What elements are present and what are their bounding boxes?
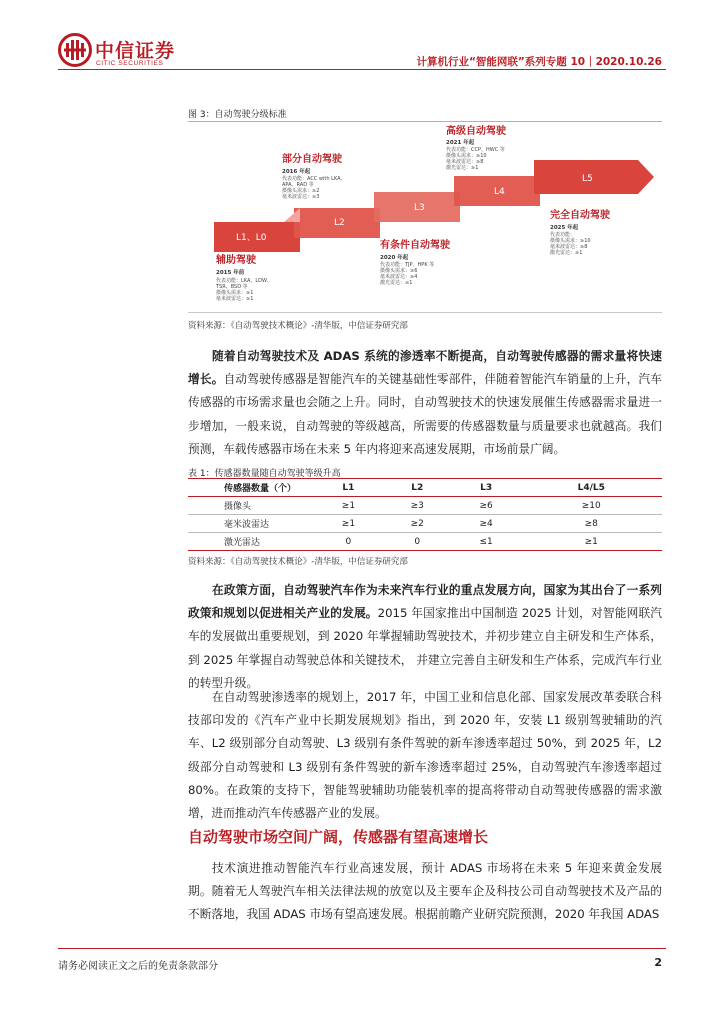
step-l5 <box>534 160 654 194</box>
label-l2-line: 毫米波雷达：≥3 <box>282 194 320 200</box>
table-header-cell: L1 <box>314 479 383 497</box>
label-l4-line: 代表功能：CCP、HWC 等 <box>446 147 505 153</box>
step-label-l3: L3 <box>414 203 425 213</box>
table-cell: ≤1 <box>452 533 521 551</box>
table-cell: ≥10 <box>521 497 662 515</box>
label-l4-name: 高级自动驾驶 <box>446 126 506 137</box>
footer-disclaimer: 请务必阅读正文之后的免责条款部分 <box>58 961 218 972</box>
figure-source: 资料来源：《自动驾驶技术概论》-清华版，中信证券研究部 <box>188 321 408 331</box>
label-l2-line: APA、RAD 等 <box>282 182 314 188</box>
table-header-cell: 传感器数量（个） <box>188 479 314 497</box>
table-cell: ≥3 <box>383 497 452 515</box>
table-cell: 0 <box>314 533 383 551</box>
sensor-count-table <box>188 478 662 551</box>
table-header-cell: L4/L5 <box>521 479 662 497</box>
label-l5-line: 代表功能： <box>550 232 576 238</box>
label-l1-line: TSR、BSD 等 <box>216 284 248 290</box>
label-l3-line: 毫米波雷达：≥4 <box>380 274 418 280</box>
paragraph-penetration: 在自动驾驶渗透率的规划上，2017 年，中国工业和信息化部、国家发展改革委联合科技部印发的《汽车产业中长期发展规划》指出，到 2020 年，安装 L1 级别驾驶辅助的汽车、L2 级别部分自动驾驶、L3 级别有条件驾驶的新车渗透率超过 50%，到 2025 年，L2 级部分自动驾驶和 L3 级别有条件驾驶的新车渗透率超过 25%，自动驾驶汽车渗透率超过 80%。在政策的支持下，智能驾驶辅助功能装机率的提高将带动自动驾驶传感器的需求激增，进而推动汽车传感器产业的发展。 <box>188 690 662 821</box>
step-label-l4: L4 <box>494 187 505 197</box>
label-l5-line: 激光雷达：≥1 <box>550 250 583 256</box>
label-l3-line: 代表功能：TJP、HPK 等 <box>380 262 435 268</box>
table-cell: ≥4 <box>452 515 521 533</box>
table-title: 表 1：传感器数量随自动驾驶等级升高 <box>188 469 341 479</box>
figure-title: 图 3：自动驾驶分级标准 <box>188 110 287 120</box>
label-l2-line: 代表功能：ACC with LKA、 <box>282 176 346 182</box>
label-l4-line: 激光雷达：≥1 <box>446 165 479 171</box>
label-l3-year: 2020 年起 <box>380 255 409 261</box>
step-l1-arrow <box>284 208 300 222</box>
brand-name: 中信证券 <box>95 40 176 62</box>
label-l4-line: 毫米波雷达：≥8 <box>446 159 484 165</box>
table-cell: 摄像头 <box>188 497 314 515</box>
step-label-l1: L1、L0 <box>236 233 267 243</box>
label-l2-year: 2016 年起 <box>282 169 311 175</box>
brand-name-en: CITIC SECURITIES <box>96 60 164 67</box>
label-l1-line: 代表功能：LKA、LDW、 <box>216 278 272 284</box>
label-l2-name: 部分自动驾驶 <box>282 154 342 165</box>
label-l5-line: 毫米波雷达：≥8 <box>550 244 588 250</box>
table-row <box>188 515 662 533</box>
label-l5-year: 2025 年起 <box>550 225 579 231</box>
table-cell: ≥6 <box>452 497 521 515</box>
table-cell: ≥1 <box>521 533 662 551</box>
label-l5-name: 完全自动驾驶 <box>550 210 610 221</box>
label-l4-year: 2021 年起 <box>446 140 475 146</box>
table-cell: 毫米波雷达 <box>188 515 314 533</box>
table-cell: ≥8 <box>521 515 662 533</box>
label-l1-line: 毫米波雷达：≥1 <box>216 296 254 302</box>
table-header-cell: L2 <box>383 479 452 497</box>
footer-divider <box>58 948 666 949</box>
step-label-l2: L2 <box>334 218 345 228</box>
paragraph-policy <box>188 579 662 695</box>
table-row <box>188 533 662 551</box>
step-label-l5: L5 <box>582 174 593 184</box>
table-header-cell: L3 <box>452 479 521 497</box>
citic-logo-icon <box>58 33 92 67</box>
label-l3-line: 激光雷达：≤1 <box>380 280 413 286</box>
table-cell: ≥2 <box>383 515 452 533</box>
table-header-row <box>188 479 662 497</box>
paragraph-sensor-demand <box>188 345 662 461</box>
label-l5-line: 摄像头需求：≥10 <box>550 238 591 244</box>
paragraph-adas-market: 技术演进推动智能汽车行业高速发展，预计 ADAS 市场将在未来 5 年迎来黄金发展期。随着无人驾驶汽车相关法律法规的放宽以及主要车企及科技公司自动驾驶技术及产品的不断落地，我国 ADAS 市场有望高速发展。根据前瞻产业研究院预测，2020 年我国 ADAS <box>188 861 662 922</box>
table-cell: 激光雷达 <box>188 533 314 551</box>
page-number: 2 <box>654 956 662 969</box>
paragraph-lead: 随着自动驾驶技术及 ADAS 系统的渗透率不断提高，自动驾驶传感器的需求量将快速增长。 <box>188 349 662 387</box>
label-l3-line: 摄像头需求：≥6 <box>380 268 418 274</box>
figure-bottom-rule <box>188 312 662 313</box>
label-l2-line: 摄像头需求：≥2 <box>282 188 320 194</box>
paragraph-body: 2015 年国家推出中国制造 2025 计划，对智能网联汽车的发展做出重要规划，到 2020 年掌握辅助驾驶技术，并初步建立自主研发和生产体系，到 2025 年掌握自动驾驶总体和关键技术， 并建立完善自主研发和生产体系，完成汽车行业的转型升级。 <box>188 606 662 690</box>
label-l1-name: 辅助驾驶 <box>216 255 256 266</box>
header-divider <box>58 69 666 70</box>
table-cell: 0 <box>383 533 452 551</box>
label-l1-line: 摄像头需求：≥1 <box>216 290 254 296</box>
label-l1-year: 2015 年前 <box>216 270 245 276</box>
table-cell: ≥1 <box>314 497 383 515</box>
section-heading: 自动驾驶市场空间广阔，传感器有望高速增长 <box>188 828 489 846</box>
report-title: 计算机行业“智能网联”系列专题 10｜2020.10.26 <box>416 56 662 68</box>
table-source: 资料来源：《自动驾驶技术概论》-清华版，中信证券研究部 <box>188 557 408 567</box>
label-l4-line: 摄像头需求：≥10 <box>446 153 487 159</box>
table-row <box>188 497 662 515</box>
autonomy-levels-diagram <box>188 122 662 312</box>
paragraph-lead: 在政策方面，自动驾驶汽车作为未来汽车行业的重点发展方向，国家为其出台了一系列政策和规划以促进相关产业的发展。 <box>188 583 662 621</box>
table-cell: ≥1 <box>314 515 383 533</box>
label-l3-name: 有条件自动驾驶 <box>380 240 450 251</box>
paragraph-body: 自动驾驶传感器是智能汽车的关键基础性零部件，伴随着智能汽车销量的上升，汽车传感器的市场需求量也会随之上升。同时，自动驾驶技术的快速发展催生传感器需求量进一步增加，一般来说，自动驾驶的等级越高，所需要的传感器数量与质量要求也就越高。我们预测，车载传感器市场在未来 5 年内将迎来高速发展期，市场前景广阔。 <box>188 372 662 456</box>
